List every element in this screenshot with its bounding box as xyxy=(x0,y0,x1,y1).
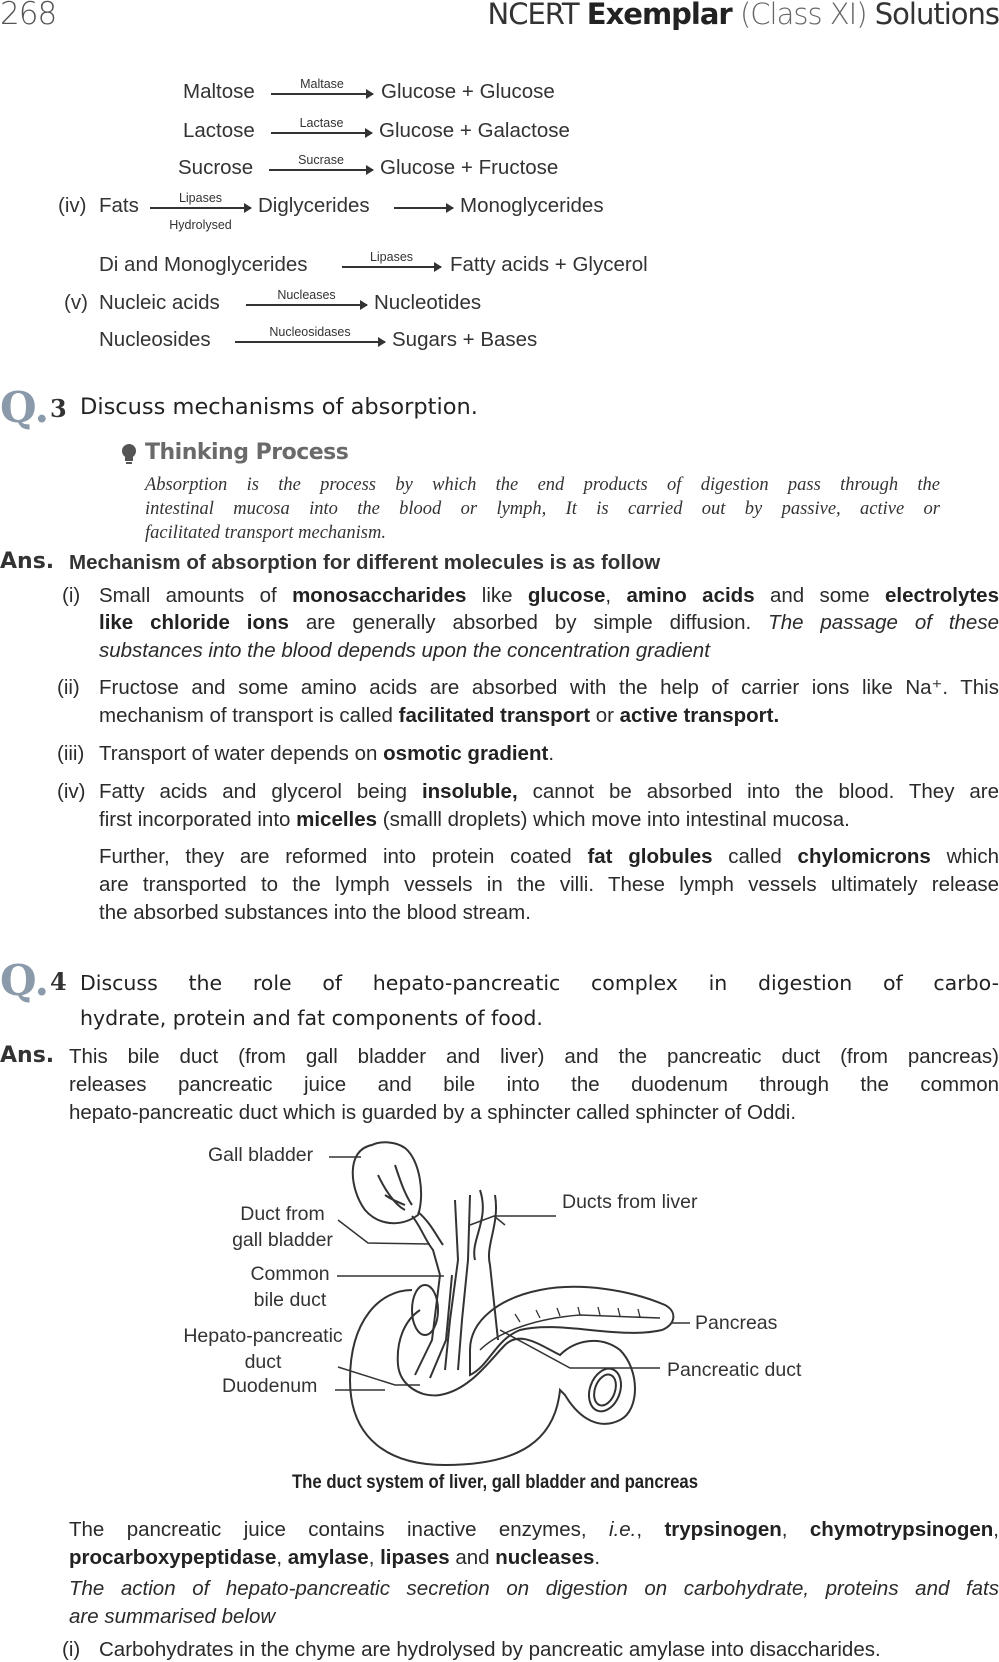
condition-label: Hydrolysed xyxy=(169,218,232,232)
bold-term: active transport. xyxy=(619,704,780,727)
gall-bladder-shape xyxy=(353,1142,421,1223)
label-line: duct xyxy=(244,1351,282,1373)
question-title-line: Discuss the role of hepato-pancreatic complex in digestion of carbo- xyxy=(80,971,999,995)
text-run: called xyxy=(712,845,798,868)
duodenum-shape xyxy=(350,1290,635,1465)
enzyme-label: Lactase xyxy=(299,116,344,130)
question-title-line: hydrate, protein and fat components of food. xyxy=(80,1006,543,1030)
text-run: which xyxy=(930,845,999,868)
thinking-process-heading: Thinking Process xyxy=(145,440,349,465)
text-run: are generally absorbed by simple diffusion. xyxy=(288,611,769,634)
label-duct-from-gall-bladder xyxy=(225,1201,340,1253)
text-run: , xyxy=(636,1518,665,1541)
enzyme-label: Lipases xyxy=(369,250,414,264)
question-title: Discuss mechanisms of absorption. xyxy=(80,394,478,420)
enzyme-label: Maltase xyxy=(300,77,344,91)
text-run: facilitated transport mechanism. xyxy=(145,523,386,543)
label-line: Hepato-pancreatic xyxy=(183,1325,343,1347)
text-run: , xyxy=(276,1546,288,1569)
bold-term: monosaccharides xyxy=(292,584,467,607)
bold-term: glucose xyxy=(527,584,606,607)
text-run: first incorporated into xyxy=(99,808,297,831)
text-run: and some xyxy=(754,584,886,607)
bold-term: procarboxypeptidase xyxy=(69,1546,277,1569)
label-common-bile-duct xyxy=(240,1261,340,1313)
enzyme-label: Nucleosidases xyxy=(269,325,351,339)
text-line xyxy=(69,1603,275,1631)
bold-term: insoluble, xyxy=(421,780,518,803)
label-line: bile duct xyxy=(253,1289,327,1311)
reaction-substrate: Di and Monoglycerides xyxy=(99,253,308,276)
reaction-substrate: Maltose xyxy=(183,80,255,103)
label-line: Common xyxy=(250,1263,330,1285)
text-run: the absorbed substances into the blood stream. xyxy=(99,901,531,924)
reaction-substrate: Nucleosides xyxy=(99,328,211,351)
bold-term: nucleases xyxy=(495,1546,595,1569)
bold-term: osmotic gradient xyxy=(383,742,549,765)
text-run: hepato-pancreatic duct which is guarded by a sphincter called sphincter of Oddi. xyxy=(69,1101,797,1124)
reaction-product: Glucose + Fructose xyxy=(380,156,559,179)
reaction-product: Glucose + Galactose xyxy=(379,119,570,142)
italic-text: The passage of these xyxy=(768,611,999,634)
italic-text: are summarised below xyxy=(69,1605,276,1628)
header-bold: Exemplar xyxy=(586,0,732,31)
label-pancreas: Pancreas xyxy=(695,1312,778,1334)
bold-term: trypsinogen xyxy=(664,1518,782,1541)
text-run: Fructose and some amino acids are absorbed with the help of carrier ions like Na⁺. This xyxy=(99,676,999,699)
reaction-number: (iv) xyxy=(58,194,87,217)
text-run: , xyxy=(605,584,627,607)
bold-term: facilitated transport xyxy=(398,704,591,727)
header-class: (Class XI) xyxy=(739,0,867,31)
list-number: (ii) xyxy=(57,676,80,699)
list-number: (i) xyxy=(62,584,81,607)
list-number: (i) xyxy=(62,1638,81,1661)
header-pre: NCERT xyxy=(487,0,579,31)
reaction-product: Monoglycerides xyxy=(460,194,604,217)
bold-term: micelles xyxy=(296,808,378,831)
reaction-product: Glucose + Glucose xyxy=(381,80,555,103)
text-run: , xyxy=(993,1518,999,1541)
enzyme-label: Nucleases xyxy=(277,288,336,302)
text-run: intestinal mucosa into the blood or lymph, It is carried out by passive, active or xyxy=(145,499,940,519)
answer-intro: Mechanism of absorption for different molecules is as follow xyxy=(69,551,661,574)
text-run: Transport of water depends on xyxy=(99,742,384,765)
question-mark-q3: Q. xyxy=(0,383,50,432)
list-number: (iii) xyxy=(57,742,85,765)
answer-label: Ans. xyxy=(0,1043,55,1068)
text-run: (smalll droplets) which move into intestinal mucosa. xyxy=(377,808,850,831)
text-run: Fatty acids and glycerol being xyxy=(99,780,422,803)
reaction-substrate: Nucleic acids xyxy=(99,291,220,314)
text-run: Small amounts of xyxy=(99,584,293,607)
reaction-number: (v) xyxy=(64,291,88,314)
list-number: (iv) xyxy=(57,780,86,803)
text-run: , xyxy=(781,1518,810,1541)
page-number: 268 xyxy=(0,0,57,32)
question-number: 4 xyxy=(50,967,67,996)
text-run: . xyxy=(594,1546,601,1569)
enzyme-label: Sucrase xyxy=(298,153,344,167)
text-run: like xyxy=(466,584,528,607)
bold-term: amino acids xyxy=(626,584,755,607)
label-gall-bladder: Gall bladder xyxy=(208,1144,314,1166)
bold-term: lipases xyxy=(380,1546,450,1569)
bold-term: chymotrypsinogen xyxy=(809,1518,994,1541)
label-ducts-from-liver: Ducts from liver xyxy=(562,1191,698,1213)
reaction-substrate: Sucrose xyxy=(178,156,254,179)
reaction-product: Nucleotides xyxy=(374,291,482,314)
reaction-product: Fatty acids + Glycerol xyxy=(450,253,648,276)
label-hepato-pancreatic-duct xyxy=(172,1323,354,1375)
question-number: 3 xyxy=(50,394,67,423)
reaction-product: Sugars + Bases xyxy=(392,328,538,351)
italic-text: substances into the blood depends upon the concentration gradient xyxy=(99,639,710,662)
bold-term: chylomicrons xyxy=(797,845,931,868)
enzyme-label: Lipases xyxy=(178,191,223,205)
bold-term: electrolytes xyxy=(885,584,999,607)
text-run: and xyxy=(449,1546,496,1569)
text-run: Further, they are reformed into protein coated xyxy=(99,845,588,868)
text-run: Absorption is the process by which the end products of digestion pass through the xyxy=(145,475,940,495)
text-line xyxy=(69,1544,600,1572)
label-line: Duct from xyxy=(240,1203,325,1225)
label-pancreatic-duct: Pancreatic duct xyxy=(667,1359,802,1381)
label-line: gall bladder xyxy=(232,1229,333,1251)
italic-text: The action of hepato-pancreatic secretion on digestion on carbohydrate, proteins and fats xyxy=(69,1577,999,1600)
question-mark-q4: Q. xyxy=(0,956,50,1005)
text-line xyxy=(99,1636,881,1662)
reaction-substrate: Lactose xyxy=(183,119,255,142)
figure-caption: The duct system of liver, gall bladder and pancreas xyxy=(291,1472,699,1493)
reaction-substrate: Fats xyxy=(99,194,139,217)
header-post: Solutions xyxy=(874,0,999,31)
answer-label: Ans. xyxy=(0,549,55,574)
bold-term: fat globules xyxy=(587,845,713,868)
text-run: or xyxy=(590,704,620,727)
italic-text: i.e. xyxy=(609,1518,637,1541)
text-run: mechanism of transport is called xyxy=(99,704,399,727)
text-run: , xyxy=(368,1546,381,1569)
text-run: . xyxy=(548,742,555,765)
text-line xyxy=(69,1516,999,1544)
text-run: Carbohydrates in the chyme are hydrolysed by pancreatic amylase into disaccharides. xyxy=(99,1638,881,1661)
text-run: cannot be absorbed into the blood. They are xyxy=(517,780,999,803)
bold-term: amylase xyxy=(287,1546,369,1569)
text-run: The pancreatic juice contains inactive enzymes, xyxy=(69,1518,610,1541)
bold-term: like chloride ions xyxy=(99,611,289,634)
text-line xyxy=(69,1575,999,1603)
text-run: This bile duct (from gall bladder and liver) and the pancreatic duct (from pancreas) xyxy=(69,1045,999,1068)
text-run: releases pancreatic juice and bile into the duodenum through the common xyxy=(69,1073,999,1096)
reaction-product: Diglycerides xyxy=(258,194,370,217)
label-duodenum: Duodenum xyxy=(222,1375,318,1397)
text-run: are transported to the lymph vessels in the villi. These lymph vessels ultimately release xyxy=(99,873,999,896)
